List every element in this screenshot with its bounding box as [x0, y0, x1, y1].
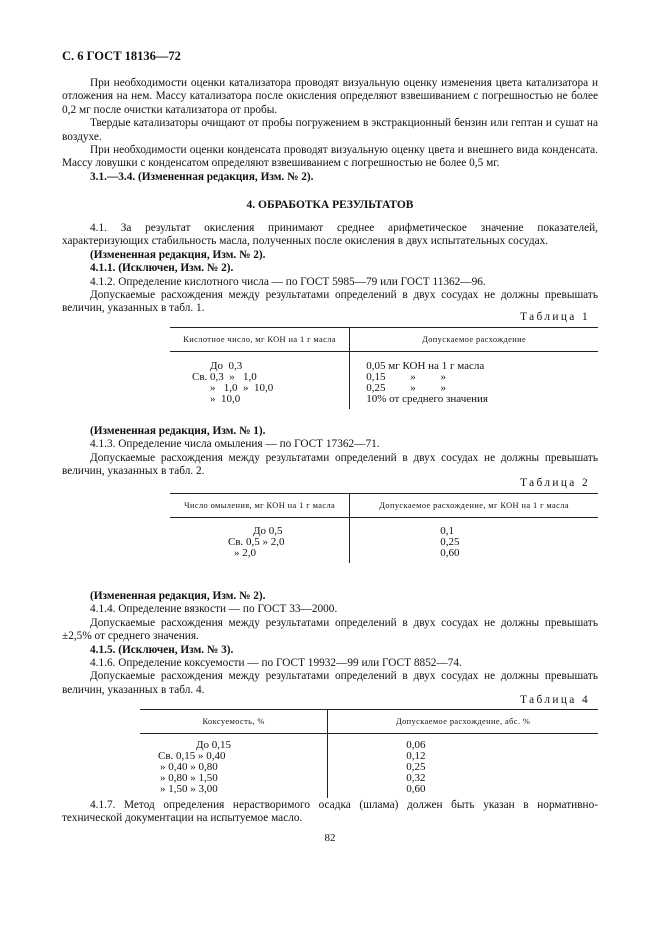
table-1-right-column — [350, 361, 598, 404]
table-2-header-col1: Число омыления, мг КОН на 1 г масла — [170, 494, 350, 518]
table-4-header-col1: Коксуемость, % — [140, 710, 328, 734]
clause-4-1-1: 4.1.1. (Исключен, Изм. № 2). — [90, 262, 234, 275]
table-4-caption: Таблица 4 — [520, 694, 590, 706]
table-row: 0,32 — [406, 771, 426, 784]
intro-paragraph-3: При необходимости оценки конденсата проводят визуальную оценку цвета и внешнего вида конденсата. Массу ловушки с конденсатом определяют взвешиванием с погрешностью не более 0,5 мг. — [62, 144, 598, 170]
table-1-header-col2: Допускаемое расхождение — [350, 328, 598, 352]
clause-4-1-6: 4.1.6. Определение коксуемости — по ГОСТ 19932—99 или ГОСТ 8852—74. — [90, 657, 462, 670]
clause-4-1-3: 4.1.3. Определение числа омыления — по ГОСТ 17362—71. — [90, 438, 380, 451]
table-row: 0,25 » » — [366, 382, 446, 394]
table-4-left-column — [140, 740, 327, 794]
table-row: Св. 0,5 » 2,0 — [228, 536, 285, 549]
table-row: 0,25 — [406, 761, 426, 773]
table-row: 0,06 — [406, 739, 426, 752]
table-row: 10% от среднего значения — [366, 392, 488, 405]
table-1 — [170, 311, 598, 409]
intro-amendment-note: 3.1.—3.4. (Измененная редакция, Изм. № 2). — [90, 170, 314, 183]
page-number: 82 — [324, 832, 336, 844]
clause-4-1-2-tolerance: Допускаемые расхождения между результатами определений в двух сосудах не должны превышать величин, указанных в табл. 1. — [62, 289, 598, 315]
table-row: 0,05 мг КОН на 1 г масла — [366, 360, 485, 373]
clause-4-1-4-tolerance: Допускаемые расхождения между результатами определений в двух сосудах не должны превышать ±2,5% от среднего значения. — [62, 616, 598, 643]
table-1-caption: Таблица 1 — [520, 311, 590, 323]
clause-4-1-5: 4.1.5. (Исключен, Изм. № 3). — [90, 643, 234, 656]
table-2 — [170, 477, 598, 563]
clause-4-1-6-tolerance: Допускаемые расхождения между результатами определений в двух сосудах не должны превышать величин, указанных в табл. 4. — [62, 670, 598, 696]
table-row: » 1,0 » 10,0 — [210, 382, 274, 394]
intro-paragraph-1: При необходимости оценки катализатора проводят визуальную оценку изменения цвета катализатора и отложения на нем. Массу катализатора после окисления определяют взвешиванием с погрешностью не более 0,2 мг после очистки катализатора от пробы. — [62, 77, 598, 116]
clause-4-1-4: 4.1.4. Определение вязкости — по ГОСТ 33—2000. — [90, 603, 338, 616]
table-row: » 10,0 — [210, 392, 241, 405]
table-4-right-column — [328, 740, 598, 794]
clause-4-1: 4.1. За результат окисления принимают среднее арифметическое значение показателей, характеризующих стабильность масла, полученных после окисления в двух испытательных сосудах. — [62, 222, 598, 248]
clause-4-1-2: 4.1.2. Определение кислотного числа — по ГОСТ 5985—79 или ГОСТ 11362—96. — [90, 275, 486, 288]
table-row: До 0,3 — [210, 360, 243, 373]
clause-4-1-3-tolerance: Допускаемые расхождения между результатами определений в двух сосудах не должны превышать величин, указанных в табл. 2. — [62, 451, 598, 478]
table-row: » 2,0 — [234, 547, 256, 559]
table-2-right-column — [350, 526, 598, 558]
clause-4-1-7: 4.1.7. Метод определения нерастворимого осадка (шлама) должен быть указан в нормативно-технической документации на испытуемое масло. — [62, 799, 598, 825]
table-1-left-column — [170, 361, 349, 404]
table-row: 0,15 » » — [366, 371, 446, 384]
table-1-header-col1: Кислотное число, мг КОН на 1 г масла — [170, 328, 350, 352]
page-header: С. 6 ГОСТ 18136—72 — [62, 49, 181, 63]
intro-paragraph-2: Твердые катализаторы очищают от пробы погружением в экстракционный бензин или гептан и сушат на воздухе. — [62, 117, 598, 143]
table-row: Св. 0,3 » 1,0 — [192, 371, 257, 384]
table-2-caption: Таблица 2 — [520, 477, 590, 489]
table-row: » 1,50 » 3,00 — [160, 782, 218, 795]
table-row: 0,1 — [440, 525, 454, 538]
table-row: До 0,5 — [253, 525, 283, 538]
table-2-header-col2: Допускаемое расхождение, мг КОН на 1 г масла — [350, 494, 598, 518]
table-2-left-column — [170, 526, 349, 558]
table-1-amendment-note: (Измененная редакция, Изм. № 1). — [90, 425, 266, 437]
table-4-header-col2: Допускаемое расхождение, абс. % — [328, 710, 598, 734]
table-row: 0,60 — [406, 782, 426, 795]
table-row: » 0,40 » 0,80 — [160, 761, 218, 773]
table-row: 0,25 — [440, 536, 460, 549]
clause-4-1-note: (Измененная редакция, Изм. № 2). — [90, 248, 266, 261]
table-row: До 0,15 — [196, 739, 232, 752]
section-title: 4. ОБРАБОТКА РЕЗУЛЬТАТОВ — [246, 199, 414, 211]
table-4 — [140, 694, 598, 798]
table-row: 0,12 — [406, 750, 426, 763]
table-2-amendment-note: (Измененная редакция, Изм. № 2). — [90, 590, 266, 602]
table-row: 0,60 — [440, 547, 460, 559]
table-row: Св. 0,15 » 0,40 — [158, 750, 226, 763]
table-row: » 0,80 » 1,50 — [160, 771, 218, 784]
